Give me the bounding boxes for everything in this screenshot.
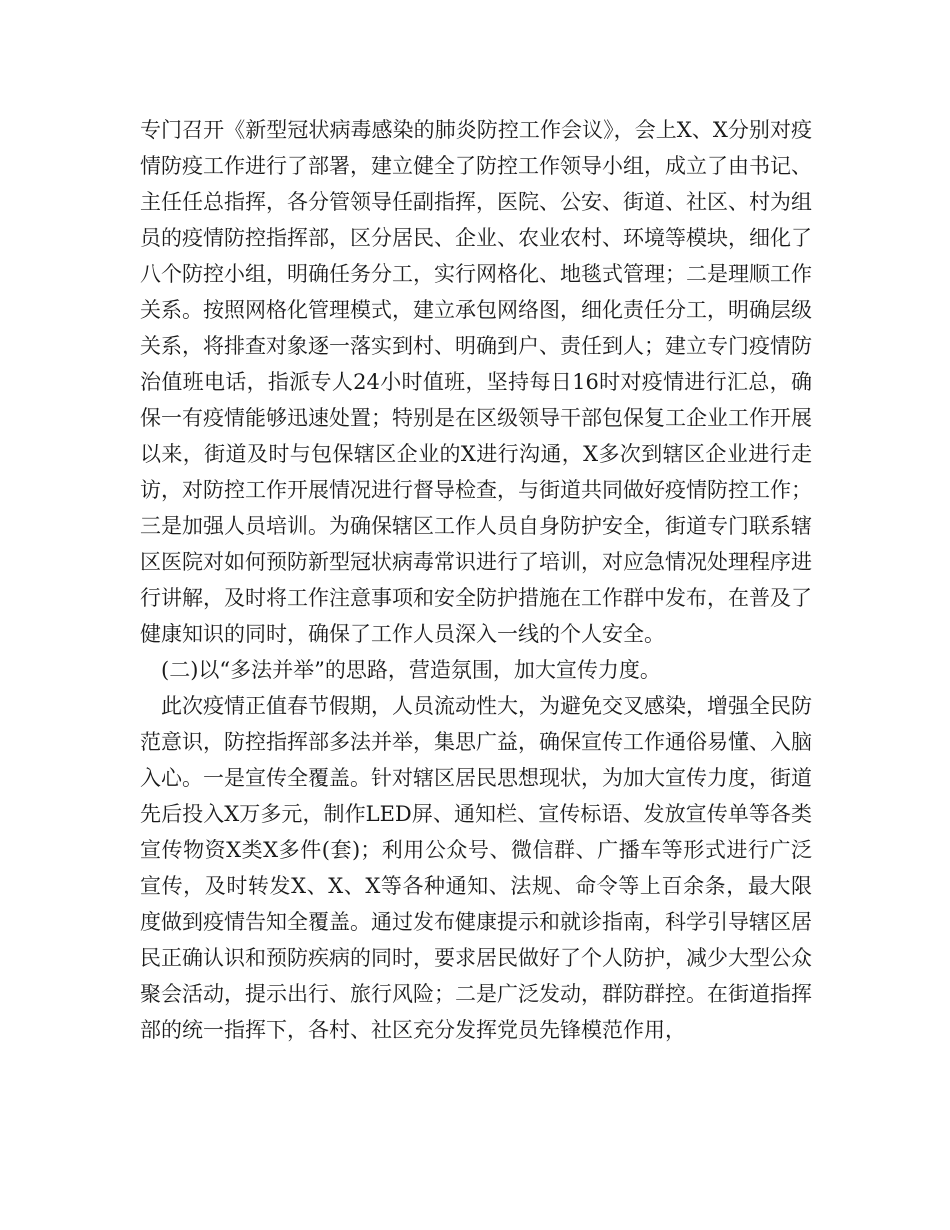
section-heading: (二)以“多法并举”的思路，营造氛围，加大宣传力度。: [161, 658, 661, 682]
document-body: [140, 112, 812, 1048]
paragraph: 此次疫情正值春节假期，人员流动性大，为避免交叉感染，增强全民防范意识，防控指挥部多法并举，集思广益，确保宣传工作通俗易懂、入脑入心。一是宣传全覆盖。针对辖区居民思想现状，为加大宣传力度，街道先后投入X万多元，制作LED屏、通知栏、宣传标语、发放宣传单等各类宣传物资X类X多件(套)；利用公众号、微信群、广播车等形式进行广泛宣传，及时转发X、X、X等各种通知、法规、命令等上百余条，最大限度做到疫情告知全覆盖。通过发布健康提示和就诊指南，科学引导辖区居民正确认识和预防疾病的同时，要求居民做好了个人防护，减少大型公众聚会活动，提示出行、旅行风险；二是广泛发动，群防群控。在街道指挥部的统一指挥下，各村、社区充分发挥党员先锋模范作用，: [140, 694, 812, 1042]
paragraph-continuation: 专门召开《新型冠状病毒感染的肺炎防控工作会议》，会上X、X分别对疫情防疫工作进行了部署，建立健全了防控工作领导小组，成立了由书记、主任任总指挥，各分管领导任副指挥，医院、公安、街道、社区、村为组员的疫情防控指挥部，区分居民、企业、农业农村、环境等模块，细化了八个防控小组，明确任务分工，实行网格化、地毯式管理；二是理顺工作关系。按照网格化管理模式，建立承包网络图，细化责任分工，明确层级关系，将排查对象逐一落实到村、明确到户、责任到人；建立专门疫情防治值班电话，指派专人24小时值班，坚持每日16时对疫情进行汇总，确保一有疫情能够迅速处置；特别是在区级领导干部包保复工企业工作开展以来，街道及时与包保辖区企业的X进行沟通，X多次到辖区企业进行走访，对防控工作开展情况进行督导检查，与街道共同做好疫情防控工作；三是加强人员培训。为确保辖区工作人员自身防护安全，街道专门联系辖区医院对如何预防新型冠状病毒常识进行了培训，对应急情况处理程序进行讲解，及时将工作注意事项和安全防护措施在工作群中发布，在普及了健康知识的同时，确保了工作人员深入一线的个人安全。: [140, 118, 812, 646]
